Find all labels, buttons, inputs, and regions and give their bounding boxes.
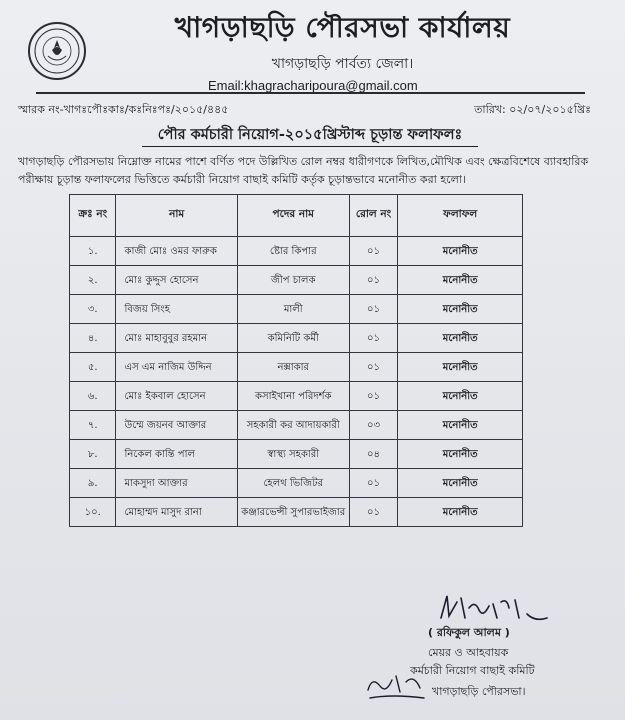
memo-reference: স্মারক নং-খাগঃপৌঃকাঃ/কঃনিঃপঃ/২০১৫/৪৪৫ <box>18 103 229 116</box>
heading-underline <box>142 146 478 147</box>
cell-post: হেলথ ভিজিটর <box>237 469 349 498</box>
cell-roll: ০১ <box>349 266 398 295</box>
result-heading: পৌর কর্মচারী নিয়োগ-২০১৫খ্রিস্টাব্দ চূড়ান্ত ফলাফলঃ <box>157 127 463 143</box>
cell-name: মাকসুদা আক্তার <box>116 469 237 498</box>
results-table <box>69 194 523 527</box>
cell-serial: ৭. <box>70 411 116 440</box>
cell-name: নিকেল কান্তি পাল <box>116 440 237 469</box>
cell-roll: ০১ <box>349 382 398 411</box>
district-subtitle: খাগড়াছড়ি পার্বত্য জেলা। <box>271 56 414 72</box>
cell-serial: ১. <box>70 237 116 266</box>
cell-name: মোহাম্মদ মাসুদ রানা <box>116 498 237 527</box>
cell-result: মনোনীত <box>398 295 523 324</box>
header-divider <box>36 92 585 94</box>
cell-roll: ০১ <box>349 324 398 353</box>
table-row <box>70 295 523 324</box>
cell-serial: ৯. <box>70 469 116 498</box>
cell-result: মনোনীত <box>398 469 523 498</box>
signatory-designation: মেয়র ও আহবায়ক <box>428 646 509 659</box>
cell-roll: ০১ <box>349 469 398 498</box>
cell-roll: ০১ <box>349 295 398 324</box>
signatory-office: খাগড়াছড়ি পৌরসভা। <box>432 685 526 698</box>
cell-post: নক্সাকার <box>237 353 349 382</box>
table-row <box>70 266 523 295</box>
cell-name: মোঃ মাহাবুবুর রহমান <box>116 324 237 353</box>
cell-name: এস এম নাজিম উদ্দিন <box>116 353 237 382</box>
table-row <box>70 498 523 527</box>
cell-post: কমিনিটি কর্মী <box>237 324 349 353</box>
cell-result: মনোনীত <box>398 411 523 440</box>
table-header-row <box>70 195 523 237</box>
memo-date: তারিখ: ০২/০৭/২০১৫খ্রিঃ <box>474 103 591 116</box>
header-post: পদের নাম <box>237 195 349 237</box>
table-row <box>70 382 523 411</box>
intro-paragraph: খাগড়াছড়ি পৌরসভায় নিম্নোক্ত নামের পাশে বর্ণিত পদে উল্লিখিত রোল নম্বর ধারীগণকে লিখিত,মৌখিক এবং ক্ষেত্রবিশেষে ব্যাবহারিক পরীক্ষায় চূড়ান্ত ফলাফলের ভিত্তিতে কর্মচারী নিয়োগ বাছাই কমিটি কর্তৃক চূড়ান্তভাবে মনোনীত করা হলো। <box>18 155 589 186</box>
office-title: খাগড়াছড়ি পৌরসভা কার্যালয় <box>174 11 511 44</box>
cell-post: কসাইখানা পরিদর্শক <box>237 382 349 411</box>
cell-roll: ০১ <box>349 498 398 527</box>
cell-roll: ০৪ <box>349 440 398 469</box>
table-row <box>70 411 523 440</box>
email-address: Email:khagracharipoura@gmail.com <box>208 78 418 93</box>
cell-roll: ০১ <box>349 237 398 266</box>
table-row <box>70 353 523 382</box>
cell-result: মনোনীত <box>398 324 523 353</box>
cell-result: মনোনীত <box>398 237 523 266</box>
header-serial: ক্রঃ নং <box>70 195 116 237</box>
table-row <box>70 440 523 469</box>
cell-result: মনোনীত <box>398 382 523 411</box>
header-result: ফলাফল <box>398 195 523 237</box>
cell-result: মনোনীত <box>398 498 523 527</box>
cell-roll: ০৩ <box>349 411 398 440</box>
cell-result: মনোনীত <box>398 353 523 382</box>
cell-post: সহকারী কর আদায়কারী <box>237 411 349 440</box>
cell-result: মনোনীত <box>398 440 523 469</box>
cell-name: মোঃ কুদ্দুস হোসেন <box>116 266 237 295</box>
table-row <box>70 324 523 353</box>
cell-result: মনোনীত <box>398 266 523 295</box>
cell-name: মোঃ ইকবাল হোসেন <box>116 382 237 411</box>
cell-serial: ১০. <box>70 498 116 527</box>
cell-post: কঞ্জারভেন্সী সুপারভাইজার <box>237 498 349 527</box>
cell-name: বিজয় সিংহ <box>116 295 237 324</box>
cell-roll: ০১ <box>349 353 398 382</box>
table-row <box>70 237 523 266</box>
cell-serial: ৫. <box>70 353 116 382</box>
cell-serial: ৬. <box>70 382 116 411</box>
cell-name: উম্মে জয়নব আক্তার <box>116 411 237 440</box>
signatory-committee: কর্মচারী নিয়োগ বাছাই কমিটি <box>410 664 535 677</box>
cell-serial: ৩. <box>70 295 116 324</box>
cell-serial: ৮. <box>70 440 116 469</box>
header-name: নাম <box>116 195 237 237</box>
cell-serial: ২. <box>70 266 116 295</box>
header-roll: রোল নং <box>349 195 398 237</box>
table-row <box>70 469 523 498</box>
cell-post: মালী <box>237 295 349 324</box>
cell-post: স্বাস্থ্য সহকারী <box>237 440 349 469</box>
handwritten-initial <box>362 664 432 704</box>
signatory-name: ( রফিকুল আলম ) <box>428 626 510 639</box>
cell-post: ষ্টোর কিপার <box>237 237 349 266</box>
cell-name: কাজী মোঃ ওমর ফারুক <box>116 237 237 266</box>
cell-serial: ৪. <box>70 324 116 353</box>
cell-post: জীপ চালক <box>237 266 349 295</box>
